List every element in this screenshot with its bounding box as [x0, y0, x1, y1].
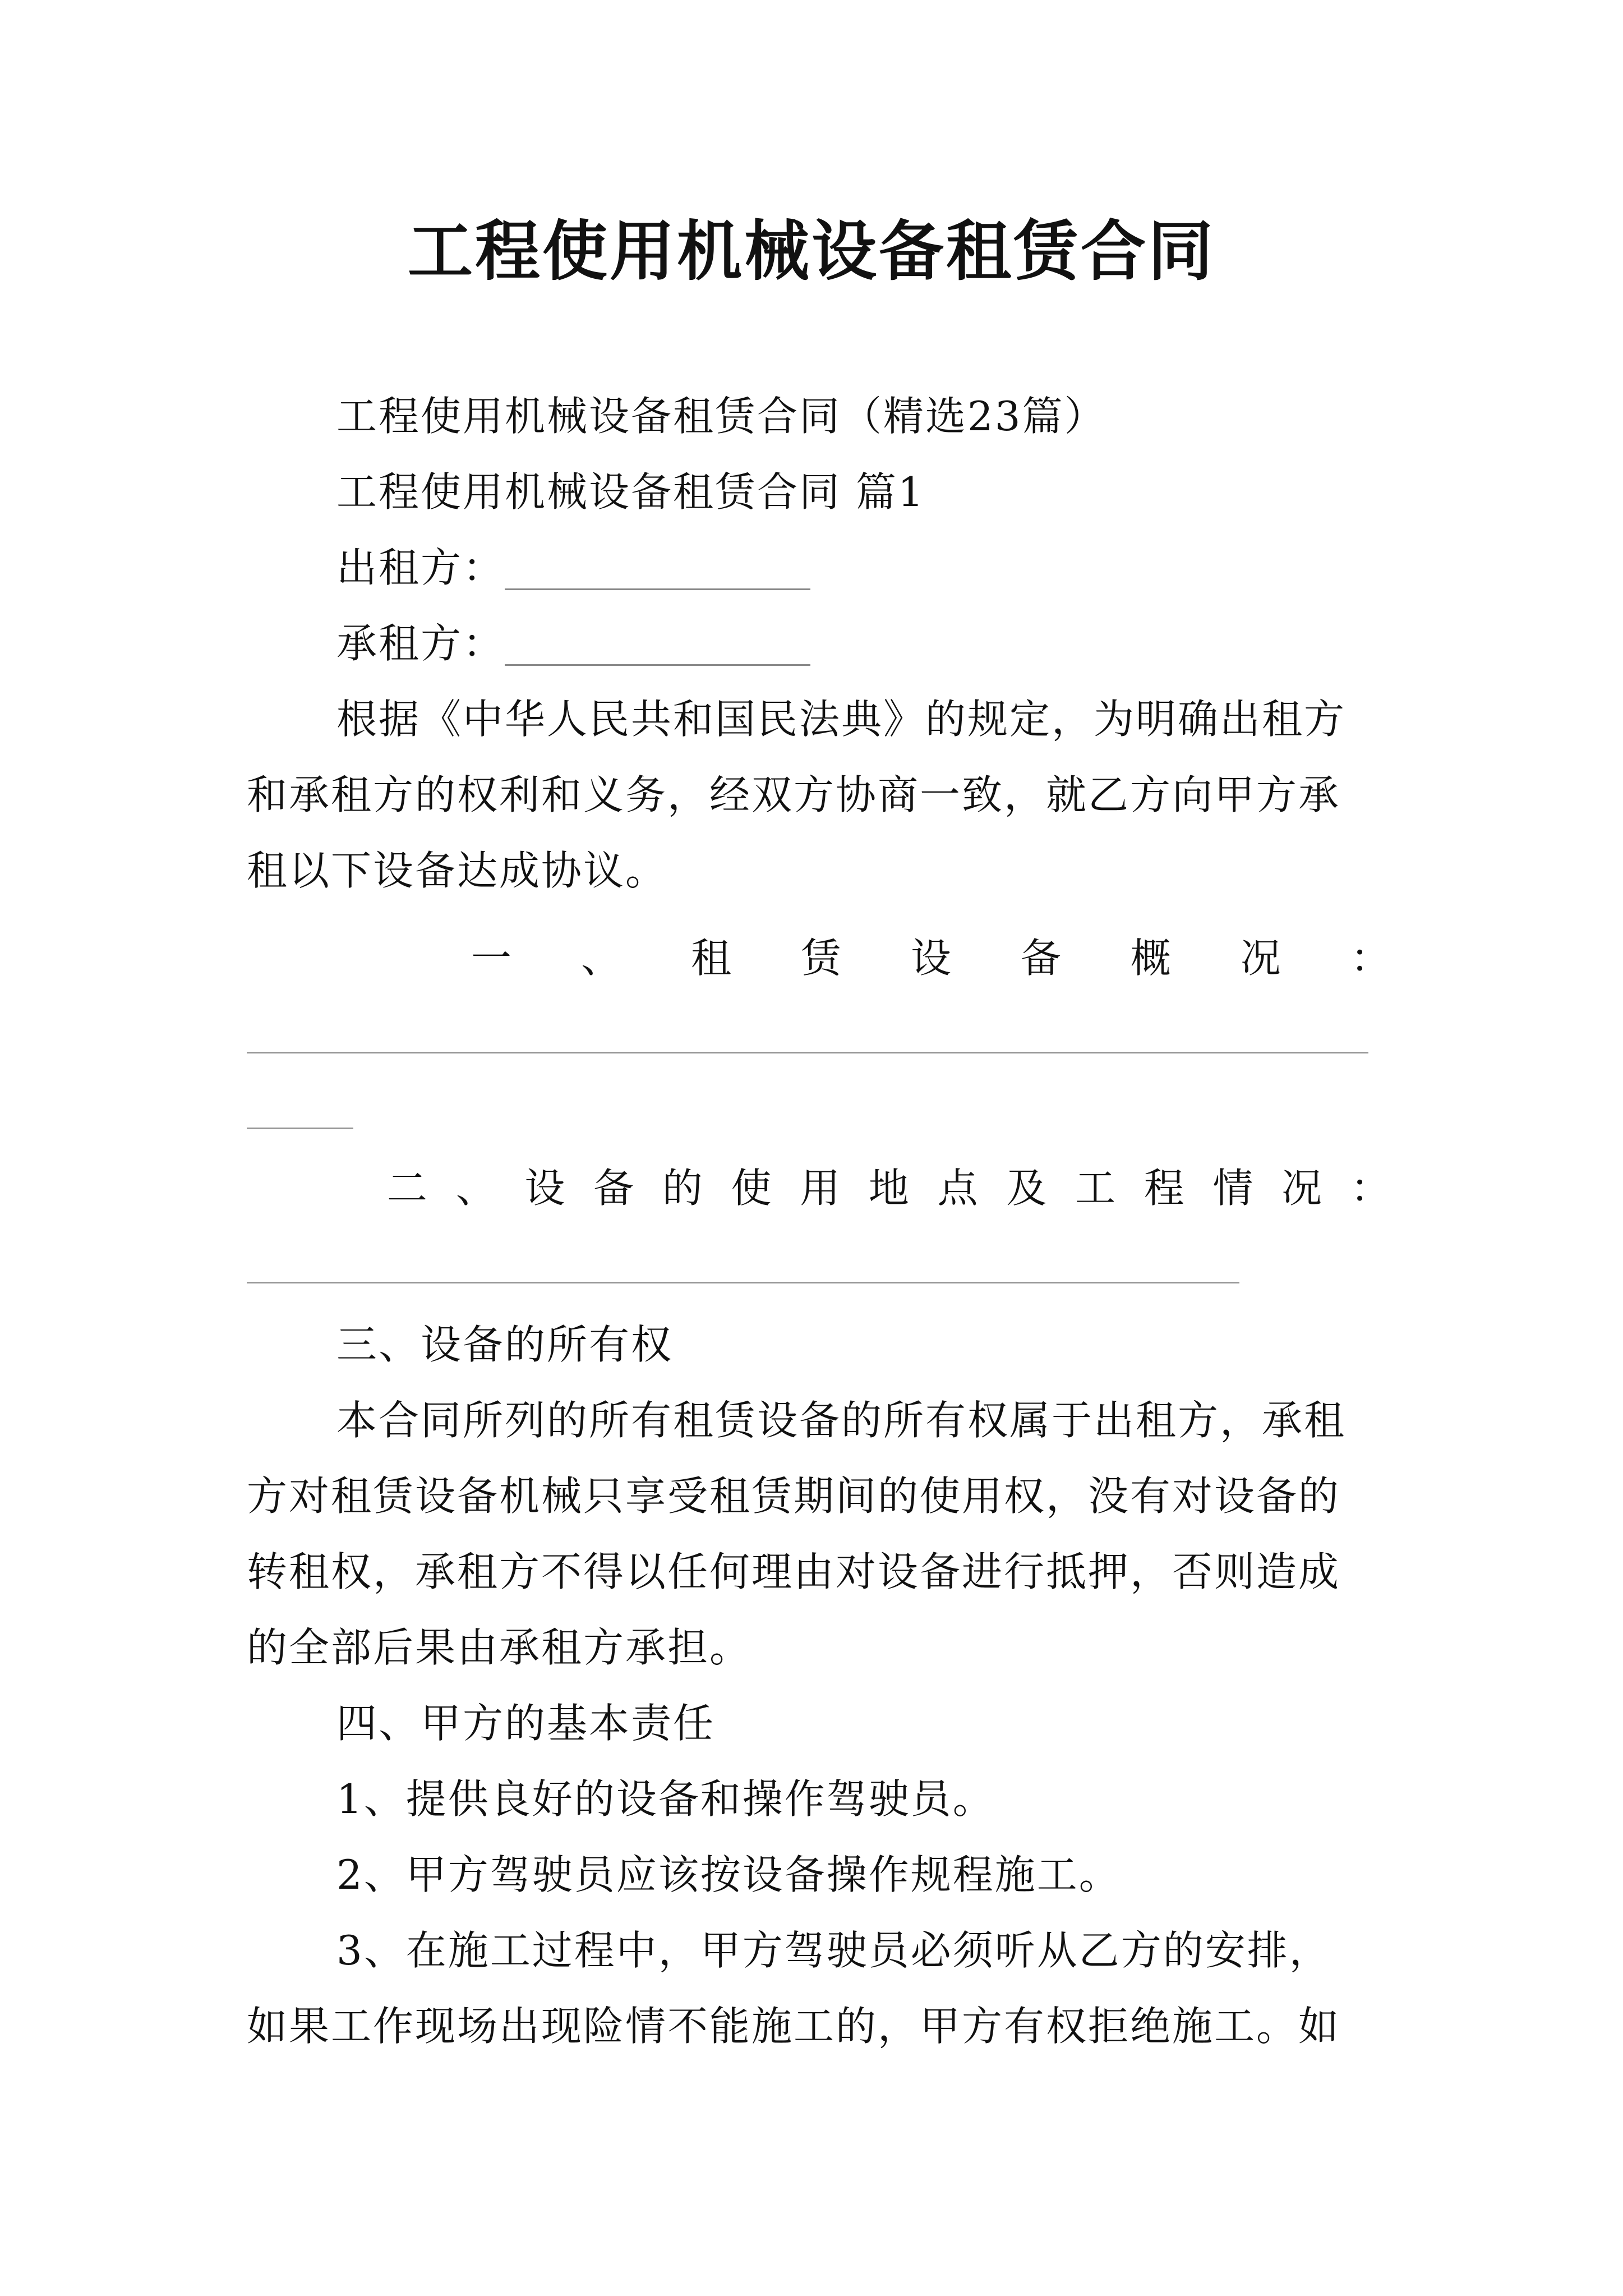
item-3-line-1 — [247, 1913, 1391, 1989]
item-2-text: 2、甲方驾驶员应该按设备操作规程施工。 — [336, 1851, 1121, 1898]
section-2-heading-char: 及 — [1006, 1165, 1047, 1212]
intro-text-1: 根据《中华人民共和国民法典》的规定，为明确出租方 — [336, 696, 1347, 743]
section-1-heading-char: 况 — [1240, 935, 1281, 982]
section-2-fill-line — [247, 1282, 1239, 1283]
intro-text-2: 和承租方的权利和义务，经双方协商一致，就乙方向甲方承 — [247, 771, 1341, 818]
intro-line-2 — [247, 757, 1391, 833]
item-2 — [247, 1837, 1391, 1913]
section-1-heading-char: 设 — [910, 935, 951, 982]
lessee-line — [247, 606, 1391, 682]
section-3-line-2 — [247, 1458, 1391, 1534]
section-1-heading — [247, 926, 1391, 984]
intro-line-1 — [247, 682, 1391, 757]
intro-line-3 — [247, 833, 1391, 909]
part-heading — [247, 454, 1391, 530]
section-1-heading-char: ： — [1350, 935, 1391, 982]
section-1-heading-char: 租 — [690, 935, 731, 982]
subtitle-text: 工程使用机械设备租赁合同（精选23篇） — [336, 393, 1106, 440]
section-2-heading-char: 用 — [800, 1165, 841, 1212]
section-3-line-3 — [247, 1534, 1391, 1610]
lessor-line — [247, 530, 1391, 606]
section-2-heading-char: 点 — [937, 1165, 978, 1212]
section-1-heading-char: 备 — [1020, 935, 1061, 982]
lessee-blank — [505, 664, 810, 666]
section-2-heading-char: 备 — [593, 1165, 634, 1212]
section-2-heading-char: ： — [1350, 1165, 1391, 1212]
section-2-heading-char: 程 — [1144, 1165, 1184, 1212]
section-1-heading-char: 赁 — [800, 935, 841, 982]
section-1-fill-line — [247, 1052, 1368, 1053]
item-1-text: 1、提供良好的设备和操作驾驶员。 — [336, 1775, 995, 1823]
section-3-heading-text: 三、设备的所有权 — [336, 1321, 674, 1368]
part-heading-text: 工程使用机械设备租赁合同 篇1 — [336, 468, 925, 516]
lessor-blank — [505, 588, 810, 590]
section-1-heading-char: 、 — [580, 935, 621, 982]
section-3-text-1: 本合同所列的所有租赁设备的所有权属于出租方，承租 — [336, 1397, 1347, 1444]
section-2-heading — [247, 1156, 1391, 1214]
section-2-heading-char: 、 — [455, 1165, 496, 1212]
section-2-heading-char: 工 — [1075, 1165, 1116, 1212]
item-3-text-2: 如果工作现场出现险情不能施工的，甲方有权拒绝施工。如 — [247, 2003, 1341, 2050]
section-3-heading — [247, 1307, 1391, 1383]
section-3-text-4: 的全部后果由承租方承担。 — [247, 1624, 752, 1671]
section-2-heading-char: 二 — [387, 1165, 428, 1212]
document-title: 工程使用机械设备租赁合同 — [408, 214, 1215, 289]
section-2-heading-char: 况 — [1281, 1165, 1322, 1212]
subtitle-line — [247, 379, 1391, 454]
section-2-heading-char: 地 — [868, 1165, 909, 1212]
section-2-heading-char: 的 — [662, 1165, 703, 1212]
section-2-heading-char: 情 — [1212, 1165, 1253, 1212]
section-3-text-2: 方对租赁设备机械只享受租赁期间的使用权，没有对设备的 — [247, 1473, 1341, 1520]
section-4-heading-text: 四、甲方的基本责任 — [336, 1700, 716, 1747]
item-1 — [247, 1761, 1391, 1837]
item-3-text-1: 3、在施工过程中，甲方驾驶员必须听从乙方的安排， — [336, 1927, 1331, 1974]
lessor-label: 出租方： — [336, 544, 505, 591]
section-3-text-3: 转租权，承租方不得以任何理由对设备进行抵押，否则造成 — [247, 1548, 1341, 1595]
lessee-label: 承租方： — [336, 620, 505, 667]
section-2-heading-char: 设 — [524, 1165, 565, 1212]
intro-text-3: 租以下设备达成协议。 — [247, 847, 668, 894]
section-3-line-1 — [247, 1383, 1391, 1458]
item-3-line-2 — [247, 1989, 1391, 2064]
section-2-heading-char: 使 — [731, 1165, 772, 1212]
section-3-line-4 — [247, 1610, 1391, 1686]
section-4-heading — [247, 1686, 1391, 1761]
section-1-heading-char: 概 — [1130, 935, 1171, 982]
section-1-fill-line-end — [247, 1128, 353, 1129]
section-1-heading-char: 一 — [471, 935, 512, 982]
